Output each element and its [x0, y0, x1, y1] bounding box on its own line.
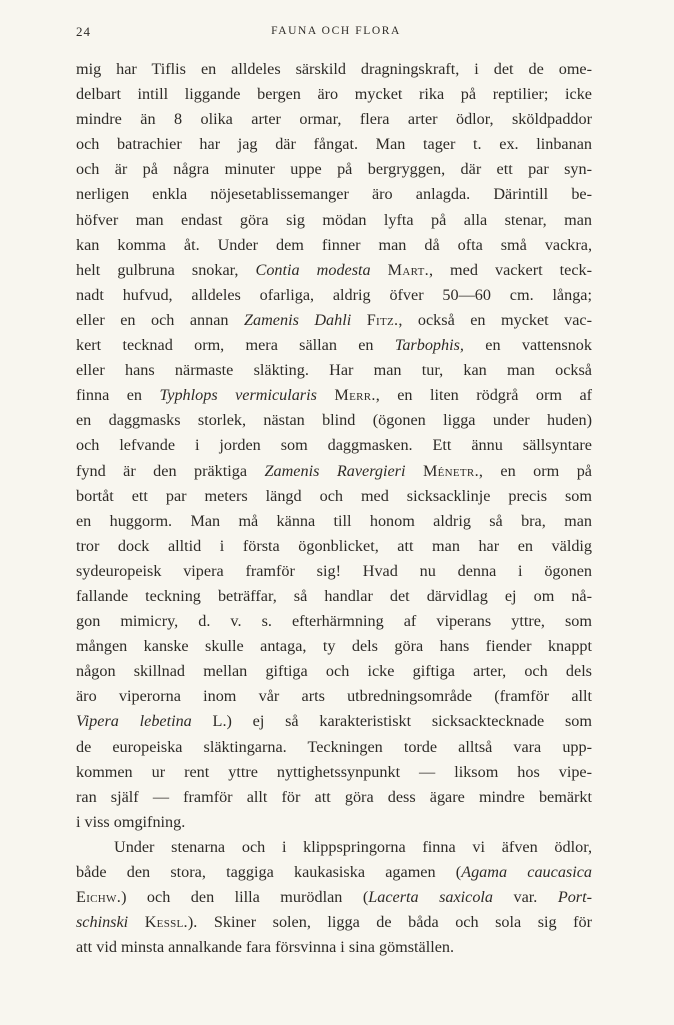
text-run: en vattensnok [463, 336, 592, 355]
italic-text: Typhlops vermicularis [159, 386, 317, 405]
text-run: en huggorm. Man må känna till honom aldrig så bra, man [76, 511, 592, 530]
text-run: finna en [76, 386, 160, 405]
text-run: nerligen enkla nöjesetablissemanger äro anlagda. Därintill be- [76, 185, 592, 204]
text-line [76, 383, 592, 408]
text-line [76, 709, 592, 734]
text-run: de europeiska släktingarna. Teckningen torde alltså vara upp- [76, 737, 592, 756]
text-line [76, 735, 592, 760]
text-run: nadt hufvud, alldeles ofarliga, aldrig öfver 50—60 cm. långa; [76, 285, 592, 304]
text-line [76, 57, 592, 82]
text-run [371, 261, 388, 279]
text-run [128, 913, 145, 931]
text-line [76, 509, 592, 534]
text-run: , också en mycket vac- [398, 310, 592, 329]
author-abbrev: Merr. [334, 386, 376, 405]
text-line [76, 484, 592, 509]
page-header [76, 24, 596, 42]
text-line [76, 885, 592, 910]
text-run: äro viperorna inom vår arts utbredningsområde (framför allt [76, 687, 592, 706]
text-run: höfver man endast göra sig mödan lyfta på alla stenar, man [76, 210, 592, 229]
text-run: delbart intill liggande bergen äro mycket rika på reptilier; icke [76, 85, 592, 104]
text-run [351, 311, 366, 329]
text-run: eller en och annan [76, 310, 244, 329]
text-line [76, 433, 592, 458]
text-line [76, 233, 592, 258]
text-run: någon skillnad mellan giftiga och icke giftiga arter, och dels [76, 662, 592, 681]
italic-text: Lacerta saxicola [368, 888, 494, 907]
text-line [76, 157, 592, 182]
running-head: FAUNA OCH FLORA [271, 25, 401, 37]
author-abbrev: Fitz. [366, 310, 399, 329]
text-run: en daggmasks storlek, nästan blind (ögonen ligga under huden) [76, 411, 592, 430]
author-abbrev: Ménetr. [422, 461, 479, 480]
text-line [76, 810, 592, 835]
text-line [76, 910, 592, 935]
text-run: och lefvande i jorden som daggmasken. Ett ännu sällsyntare [76, 436, 592, 455]
text-line [76, 609, 592, 634]
text-line [76, 459, 592, 484]
text-line [76, 182, 592, 207]
text-run [317, 386, 334, 404]
body-text [76, 57, 592, 960]
text-run: i viss omgifning. [76, 812, 186, 831]
text-run: Under stenarna och i klippspringorna finna vi äfven ödlor, [114, 837, 592, 856]
text-run: fallande teckning beträffar, så handlar det därvidlag ej om nå- [76, 586, 592, 605]
text-run: , en orm på [478, 461, 592, 480]
author-abbrev: Eichw. [76, 888, 122, 907]
text-run: och är på några minuter uppe på bergryggen, där ett par syn- [76, 160, 592, 179]
italic-text: Contia modesta [255, 260, 371, 279]
text-run: tror dock alltid i första ögonblicket, att man har en väldig [76, 536, 592, 555]
text-run [405, 462, 422, 480]
text-run: mig har Tiflis en alldeles särskild dragningskraft, i det de ome- [76, 60, 592, 78]
text-line [76, 584, 592, 609]
italic-text: Zamenis Ravergieri [264, 461, 406, 480]
italic-text: Vipera lebetina [76, 712, 192, 731]
text-line [76, 132, 592, 157]
italic-text: Tarbophis, [394, 336, 464, 355]
text-run: sydeuropeisk vipera framför sig! Hvad nu denna i ögonen [76, 561, 592, 580]
text-run: att vid minsta annalkande fara försvinna i sina gömställen. [76, 938, 455, 957]
text-run: var. [493, 888, 558, 907]
text-line [76, 333, 592, 358]
text-line [76, 308, 592, 333]
italic-text: Port- [557, 888, 592, 907]
text-line [76, 107, 592, 132]
text-run: L.) ej så karakteristiskt sicksacktecknade som [191, 712, 592, 731]
text-line [76, 82, 592, 107]
text-line [76, 208, 592, 233]
text-run: kert tecknad orm, mera sällan en [76, 336, 395, 355]
text-line [76, 835, 592, 860]
text-line [76, 408, 592, 433]
text-line [76, 760, 592, 785]
text-line [76, 659, 592, 684]
text-run: kommen ur rent yttre nyttighetssynpunkt — liksom hos vipe- [76, 762, 592, 781]
text-line [76, 684, 592, 709]
page-number: 24 [76, 24, 91, 39]
text-run: mången kanske skulle antaga, ty dels göra hans fiender knappt [76, 637, 592, 656]
text-run: mindre än 8 olika arter ormar, flera arter ödlor, sköldpaddor [76, 110, 592, 129]
text-run: gon mimicry, d. v. s. efterhärmning af viperans yttre, som [76, 612, 592, 631]
text-run: bortåt ett par meters längd och med sicksacklinje precis som [76, 486, 592, 505]
text-run: , en liten rödgrå orm af [375, 386, 593, 405]
text-run: fynd är den präktiga [76, 461, 265, 480]
text-line [76, 534, 592, 559]
italic-text: Agama caucasica [461, 863, 592, 881]
author-abbrev: Mart. [387, 260, 429, 279]
text-run: ) och den lilla murödlan ( [121, 888, 369, 907]
text-run: ). Skiner solen, ligga de båda och sola sig för [187, 913, 592, 932]
text-run: eller hans närmaste släkting. Har man tur, kan man också [76, 361, 592, 380]
text-line [76, 358, 592, 383]
text-line [76, 258, 592, 283]
text-run: helt gulbruna snokar, [76, 260, 256, 279]
italic-text: schinski [76, 913, 129, 932]
text-run: både den stora, taggiga kaukasiska agamen ( [76, 863, 462, 881]
text-run: och batrachier har jag där fångat. Man tager t. ex. linbanan [76, 135, 592, 154]
text-run: , med vackert teck- [428, 260, 593, 279]
text-line [76, 559, 592, 584]
text-run: kan komma åt. Under dem finner man då ofta små vackra, [76, 235, 592, 254]
italic-text: Zamenis Dahli [244, 310, 352, 329]
text-line [76, 634, 592, 659]
text-line [76, 860, 592, 885]
text-line [76, 785, 592, 810]
text-line [76, 935, 592, 960]
author-abbrev: Kessl. [144, 913, 188, 932]
text-run: ran själf — framför allt för att göra dess ägare mindre bemärkt [76, 787, 592, 806]
text-line [76, 283, 592, 308]
